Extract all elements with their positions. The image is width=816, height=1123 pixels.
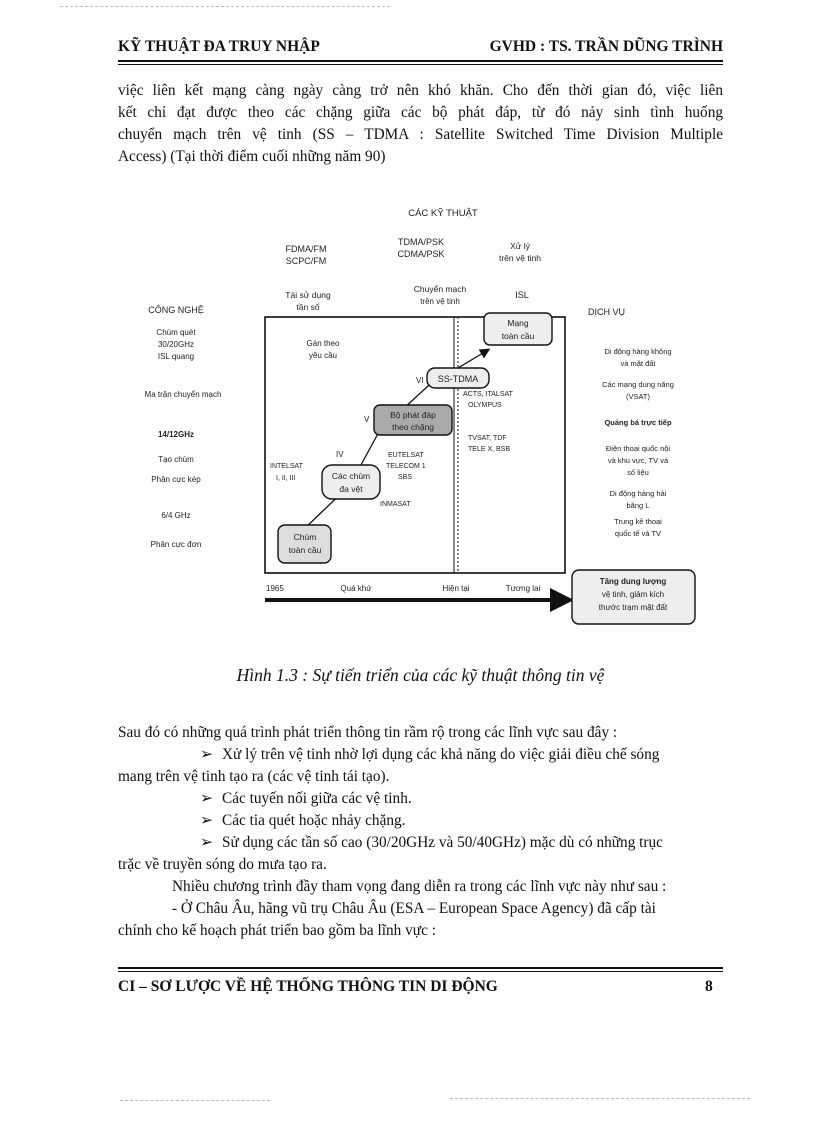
footer-chapter-title: CI – SƠ LƯỢC VỀ HỆ THỐNG THÔNG TIN DI ĐỘNG: [118, 978, 498, 995]
tech-isl: ISL: [515, 290, 529, 300]
service-label: quốc tế và TV: [614, 529, 662, 538]
service-label: và mặt đất: [620, 359, 656, 368]
tech-label: ISL quang: [157, 352, 195, 361]
intro-line-3: chuyển mạch trên vệ tinh (SS – TDMA : Satellite Switched Time Division Multiple: [118, 126, 723, 143]
past-label: Quá khứ: [340, 584, 372, 593]
bullet-arrow-icon: ➢: [200, 746, 213, 763]
tech-cdma: CDMA/PSK: [397, 249, 445, 259]
box-onboard-label-2: theo chặng: [391, 422, 435, 432]
tvsat: TVSAT, TDF: [468, 435, 507, 442]
bullet-4-continued: trặc về truyền sóng do mưa tạo ra.: [118, 856, 327, 873]
present-label: Hiện tại: [442, 584, 470, 593]
technology-header: CÔNG NGHỆ: [148, 305, 204, 315]
tech-freq-reuse: Tái sử dụng: [285, 290, 331, 300]
tech-label: Chùm quét: [156, 328, 196, 337]
tech-fdma: FDMA/FM: [285, 244, 327, 254]
demand-assign-2: yêu cầu: [308, 351, 338, 360]
acts: ACTS, ITALSAT: [463, 391, 513, 398]
tech-label: Ma trận chuyển mạch: [144, 390, 222, 399]
service-label: băng L: [626, 501, 650, 510]
box-sstdma-label: SS-TDMA: [437, 374, 479, 384]
tech-scpc: SCPC/FM: [285, 256, 327, 266]
body-paragraph-2: Nhiều chương trình đầy tham vọng đang diễn ra trong các lĩnh vực này như sau :: [172, 878, 667, 895]
tech-label: 30/20GHz: [157, 340, 195, 349]
bullet-4-text: Sử dụng các tần số cao (30/20GHz và 50/40GHz) mặc dù có những trục: [222, 834, 663, 851]
eutelsat: EUTELSAT: [388, 452, 424, 459]
year-1965: 1965: [266, 584, 284, 593]
footer-rule-thin: [118, 971, 723, 972]
tech-label: 14/12GHz: [157, 430, 195, 439]
box-global-network-label: Mạng: [507, 318, 529, 328]
scan-artifact-top: [60, 6, 390, 7]
box-global-beam: [278, 525, 331, 563]
box-onboard-label: Bộ phát đáp: [390, 410, 436, 420]
figure-caption: Hình 1.3 : Sự tiến triển của các kỹ thuật thông tin vệ: [236, 665, 605, 685]
bullet-3: [200, 810, 723, 833]
demand-assign: Gán theo: [306, 339, 340, 348]
service-label: Quảng bá trực tiếp: [604, 418, 672, 427]
intro-line-1: việc liên kết mạng càng ngày càng trở nên khó khăn. Cho đến thời gian đó, việc liên: [118, 82, 723, 99]
result-line: Tăng dung lượng: [599, 577, 667, 586]
tech-label: Phân cực đơn: [150, 540, 202, 549]
tech-label: Tạo chùm: [158, 455, 194, 464]
roman-v: V: [364, 415, 370, 424]
service-label: Điện thoại quốc nội: [605, 444, 671, 453]
service-label: (VSAT): [625, 392, 651, 401]
body-paragraph-1: Sau đó có những quá trình phát triển thông tin rầm rộ trong các lĩnh vực sau đây :: [118, 724, 618, 741]
olympus: OLYMPUS: [468, 402, 502, 409]
tech-sat-switching-2: trên vệ tinh: [420, 297, 460, 306]
tech-label: Phân cực kép: [151, 475, 201, 484]
scan-artifact-bottom-left: [120, 1100, 270, 1101]
tech-onboard-processing-2: trên vệ tinh: [498, 253, 542, 263]
future-label: Tương lai: [505, 584, 541, 593]
tech-onboard-processing: Xử lý: [510, 241, 530, 251]
box-multibeam-label: Các chùm: [331, 471, 371, 481]
bullet-4: [200, 832, 723, 855]
box-global-beam-label-2: toàn cầu: [288, 545, 322, 555]
bullet-arrow-icon: ➢: [200, 790, 213, 807]
intelsat-gen: I, II, III: [276, 475, 296, 482]
sbs: SBS: [398, 474, 413, 481]
bullet-3-text: Các tia quét hoặc nhảy chặng.: [222, 812, 406, 829]
service-label: số liệu: [627, 468, 649, 477]
tech-label: 6/4 GHz: [161, 511, 191, 520]
roman-iv: IV: [336, 450, 344, 459]
footer-rule: [118, 967, 723, 969]
telex: TELE X, BSB: [468, 446, 511, 453]
intro-line-2: kết chỉ đạt được theo các chặng giữa các bộ phát đáp, từ đó nảy sinh tình huống: [118, 104, 723, 121]
service-header: DỊCH VỤ: [588, 307, 626, 317]
tech-freq-reuse-2: tần số: [296, 302, 320, 312]
inmasat: INMASAT: [380, 501, 411, 508]
tech-sat-switching: Chuyển mạch: [413, 284, 467, 294]
bullet-2-text: Các tuyến nối giữa các vệ tinh.: [222, 790, 412, 807]
body-paragraph-3-continued: chính cho kế hoạch phát triển bao gồm ba lĩnh vực :: [118, 922, 436, 939]
body-paragraph-3: - Ở Châu Âu, hãng vũ trụ Châu Âu (ESA – European Space Agency) đã cấp tài: [172, 900, 656, 917]
service-label: Các mạng dung năng: [602, 380, 674, 389]
result-line-3: thước trạm mặt đất: [598, 603, 668, 612]
diagram-title: CÁC KỸ THUẬT: [408, 208, 478, 219]
page-number: 8: [705, 978, 713, 995]
box-global-network-label-2: toàn cầu: [501, 331, 535, 341]
bullet-1-text: Xử lý trên vệ tinh nhờ lợi dụng các khả năng do việc giải điều chế sóng: [222, 746, 660, 763]
result-line-2: vệ tinh, giảm kích: [601, 590, 665, 599]
bullet-1: [200, 744, 723, 767]
bullet-1-continued: mang trên vệ tinh tạo ra (các vệ tinh tái tạo).: [118, 768, 390, 785]
bullet-arrow-icon: ➢: [200, 812, 213, 829]
header-instructor: GVHD : TS. TRẦN DŨNG TRÌNH: [489, 38, 723, 55]
service-label: Trung kế thoại: [614, 517, 662, 526]
scan-artifact-bottom-right: [450, 1098, 750, 1099]
telecom: TELECOM 1: [386, 463, 426, 470]
evolution-diagram: [118, 200, 718, 635]
bullet-arrow-icon: ➢: [200, 834, 213, 851]
tech-tdma: TDMA/PSK: [397, 237, 445, 247]
header-rule-thin: [118, 64, 723, 65]
service-label: và khu vực, TV và: [607, 456, 669, 465]
box-global-beam-label: Chùm: [293, 532, 317, 542]
service-label: Di động hàng hải: [609, 489, 667, 498]
header-rule: [118, 60, 723, 62]
service-label: Di động hàng không: [604, 347, 672, 356]
header-title: KỸ THUẬT ĐA TRUY NHẬP: [118, 38, 320, 55]
box-multibeam-label-2: đa vệt: [339, 484, 363, 494]
intro-line-4: Access) (Tại thời điểm cuối những năm 90): [118, 148, 386, 165]
bullet-2: [200, 788, 723, 811]
intelsat: INTELSAT: [270, 463, 303, 470]
roman-vi: VI: [416, 376, 424, 385]
